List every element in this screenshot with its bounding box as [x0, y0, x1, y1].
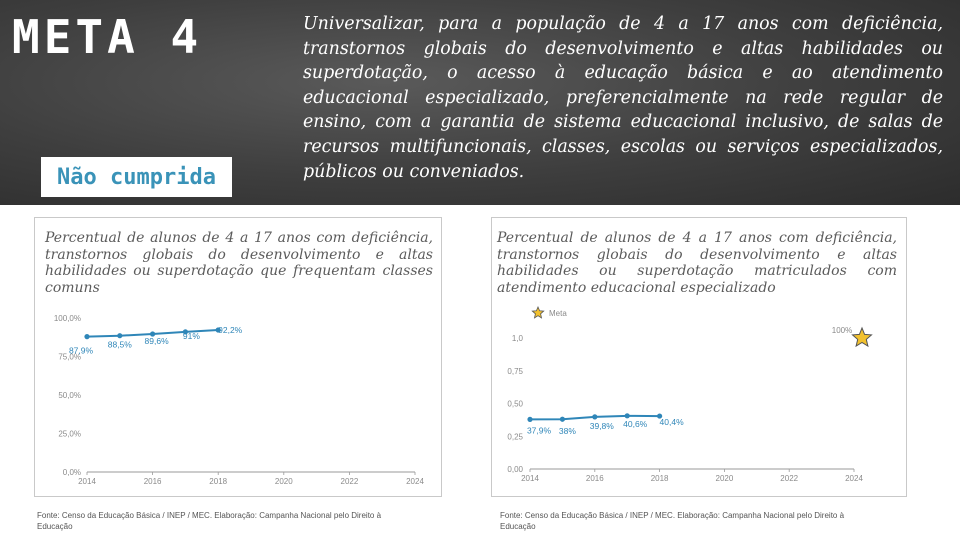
x-tick-label: 2024: [845, 474, 863, 483]
x-tick-label: 2018: [209, 477, 228, 486]
data-point: [625, 413, 630, 418]
y-tick-label: 75,0%: [58, 352, 81, 362]
x-tick-label: 2022: [780, 474, 799, 483]
chart-plot-atendimento-especializado: [492, 218, 908, 498]
data-point: [560, 417, 565, 422]
chart-card-classes-comuns: [34, 217, 442, 497]
data-label: 37,9%: [526, 425, 552, 436]
x-tick-label: 2020: [274, 477, 293, 486]
y-tick-label: 100,0%: [53, 314, 81, 323]
y-tick-label: 25,0%: [58, 429, 81, 439]
data-label: 89,6%: [144, 336, 169, 347]
y-tick-label: 0,25: [507, 432, 523, 442]
x-tick-label: 2016: [143, 477, 162, 486]
data-label: 38%: [558, 426, 576, 437]
y-tick-label: 0,0%: [62, 468, 81, 477]
data-label: 40,6%: [623, 418, 648, 429]
legend-star-icon: [532, 307, 543, 318]
chart-title: Percentual de alunos de 4 a 17 anos com deficiência, transtornos globais do desenvolvimento e altas habilidades ou superdotação matriculados com atendimento educacional especializado: [497, 230, 897, 296]
data-point: [117, 333, 122, 338]
data-label: 39,8%: [589, 420, 614, 431]
data-point: [527, 417, 532, 422]
data-label: 92,2%: [218, 325, 243, 336]
chart-title: Percentual de alunos de 4 a 17 anos com deficiência, transtornos globais do desenvolvimento e altas habilidades ou superdotação que frequentam classes comuns: [45, 230, 433, 296]
target-star-icon: [853, 328, 872, 346]
y-tick-label: 0,75: [507, 366, 523, 376]
x-tick-label: 2020: [715, 474, 734, 483]
target-label: 100%: [831, 326, 853, 335]
y-tick-label: 0,00: [507, 465, 523, 474]
goal-description: Universalizar, para a população de 4 a 17 anos com deficiência, transtornos globais do desenvolvimento e altas habilidades ou superdotação, o acesso à educação básica e ao atendimento educacional especializado, preferencialmente na rede regular de ensino, com a garantia de sistema educacional inclusivo, de salas de recursos multifuncionais, classes, escolas ou serviços especializados, públicos ou conveniados.: [303, 14, 943, 182]
data-label: 40,4%: [659, 417, 684, 428]
header-banner: [0, 0, 960, 205]
meta-title: META 4: [12, 10, 203, 64]
y-tick-label: 1,0: [511, 334, 523, 343]
status-badge: Não cumprida: [41, 157, 232, 197]
y-tick-label: 50,0%: [58, 391, 81, 400]
chart-card-atendimento-especializado: [491, 217, 907, 497]
data-label: 87,9%: [68, 345, 94, 356]
legend-label: Meta: [549, 309, 567, 318]
x-tick-label: 2022: [340, 477, 359, 486]
x-tick-label: 2016: [585, 474, 604, 483]
x-tick-label: 2024: [406, 477, 424, 486]
x-tick-label: 2014: [78, 477, 96, 486]
x-tick-label: 2014: [521, 474, 539, 483]
x-tick-label: 2018: [650, 474, 669, 483]
y-tick-label: 0,50: [507, 399, 523, 409]
chart-plot-classes-comuns: [35, 218, 443, 498]
data-label: 88,5%: [107, 339, 132, 350]
data-label: 91%: [182, 330, 200, 341]
chart-source: Fonte: Censo da Educação Básica / INEP / MEC. Elaboração: Campanha Nacional pelo Direito à Educação: [37, 511, 382, 531]
data-point: [84, 334, 89, 339]
chart-source: Fonte: Censo da Educação Básica / INEP / MEC. Elaboração: Campanha Nacional pelo Direito à Educação: [500, 511, 845, 531]
data-point: [592, 414, 597, 419]
